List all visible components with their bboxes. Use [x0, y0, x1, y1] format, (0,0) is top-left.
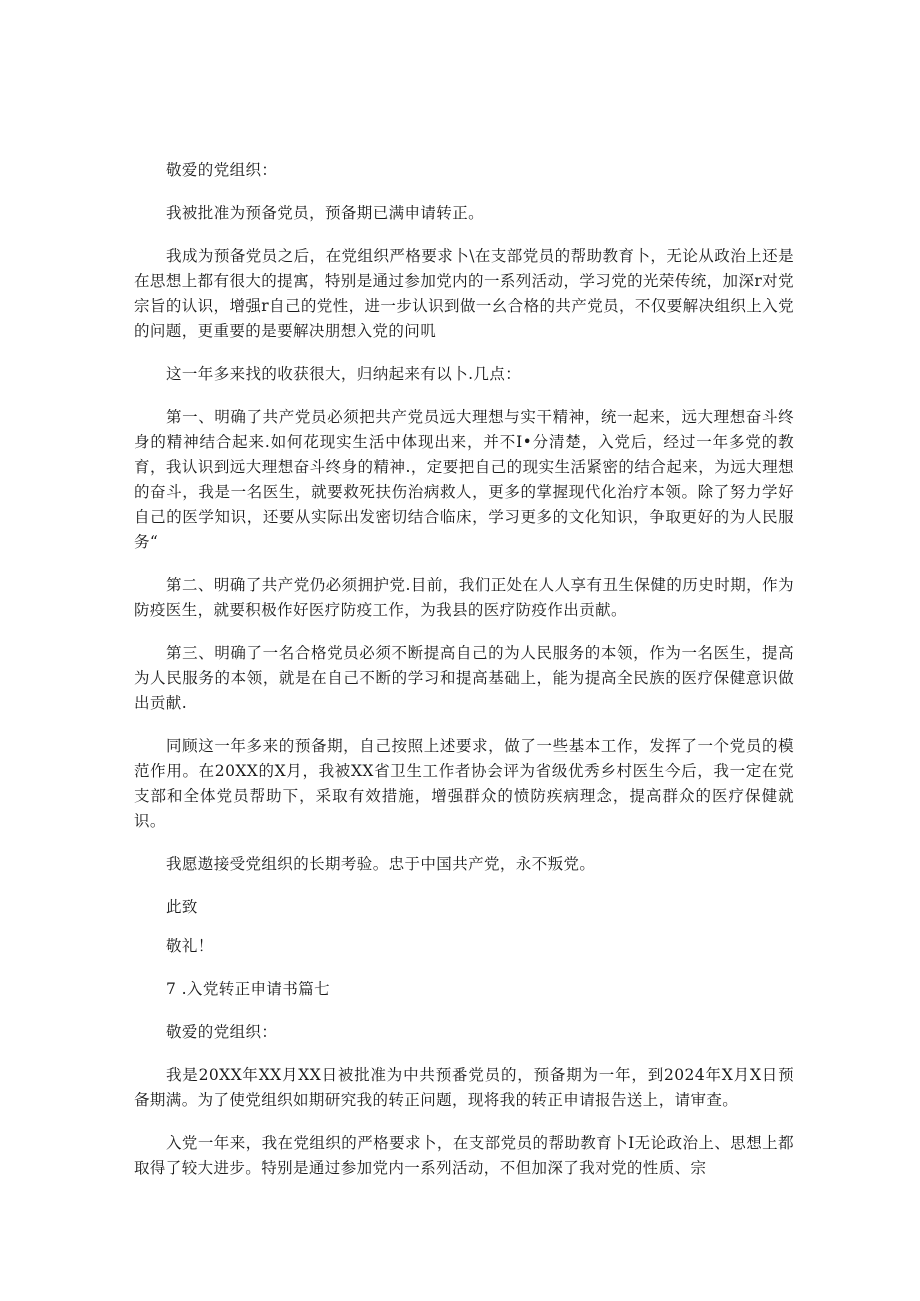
paragraph-year-review: 入党一年来，我在党组织的严格要求卜，在支部党员的帮助教育卜I无论政治上、思想上都取得了较大进步。特别是通过参加党内一系列活动，不但加深了我对党的性质、宗 — [134, 1134, 794, 1177]
paragraph-approval: 我是20XX年XX月XX日被批准为中共预番党员的，预备期为一年，到2024年X月X日预备期满。为了使党组织如期研究我的转正问题，现将我的转正申请报告送上，请审查。 — [134, 1066, 794, 1109]
document-body — [134, 158, 794, 1181]
paragraph-pledge: 我愿遨接受党组织的长期考验。忠于中国共产党，永不叛党。 — [166, 855, 596, 873]
salutation-2: 敬爱的党组织： — [166, 1023, 278, 1041]
paragraph-gains: 这一年多来找的收获很大，归纳起来有以卜.几点： — [166, 365, 522, 383]
paragraph-since-joining: 我成为预备党员之后，在党组织严格要求卜\在支部党员的帮助教育卜，无论从政治上还是在思想上都有很大的提寓，特别是通过参加党内的一系列活动，学习党的光荣传统，加深r对党宗旨的认识，增强r自己的党性，进一步认识到做一幺合格的共产党员，不仅要解决组织上入党的问题，更重要的是要解决朋想入党的问叽 — [134, 247, 794, 340]
paragraph-third: 第三、明确了一名合格党员必须不断提高自己的为人民服务的本领，作为一名医生，提高为人民服务的本领，就是在自己不断的学习和提高基础上，能为提高全民族的医疗保健意识做出贡献. — [134, 644, 794, 712]
paragraph-review: 同顾这一年多来的预备期，自己按照上述要求，做了一些基本工作，发挥了一个党员的模范作用。在20XX的X月，我被XX省卫生工作者协会评为省级优秀乡村医生今后，我一定在党支部和全体党员帮助下，采取有效措施，增强群众的愤防疾病理念，提高群众的医疗保健就识。 — [134, 737, 794, 830]
salutation: 敬爱的党组织： — [166, 161, 278, 179]
paragraph-second: 第二、明确了共产党仍必须拥护党.目前，我们正处在人人享有丑生保健的历史时期，作为防疫医生，就要积极作好医疗防疫工作，为我县的医疗防疫作出贡献。 — [134, 576, 794, 619]
paragraph-first: 第一、明确了共产党员必须把共产党员远大理想与实干精神，统一起来，远大理想奋斗终身的精神结合起来.如何花现实生活中体现出来，并不I•分清楚，入党后，经过一年多党的教育，我认识到远大理想奋斗终身的精神.，定要把自己的现实生活紧密的结合起来，为远大理想的奋斗，我是一名医生，就要救死扶伤治病救人，更多的掌握现代化治疗本领。除了努力学好自己的医学知识，还要从实际出发密切结合临床，学习更多的文化知识，争取更好的为人民服务“ — [134, 408, 794, 551]
section-heading: 7 .入党转正申请书篇七 — [166, 980, 331, 998]
closing-cizhi: 此致 — [166, 898, 198, 916]
paragraph-intro: 我被批准为预备党员，预备期已满申请转正。 — [166, 204, 485, 222]
closing-jingli: 敬礼！ — [166, 937, 214, 955]
